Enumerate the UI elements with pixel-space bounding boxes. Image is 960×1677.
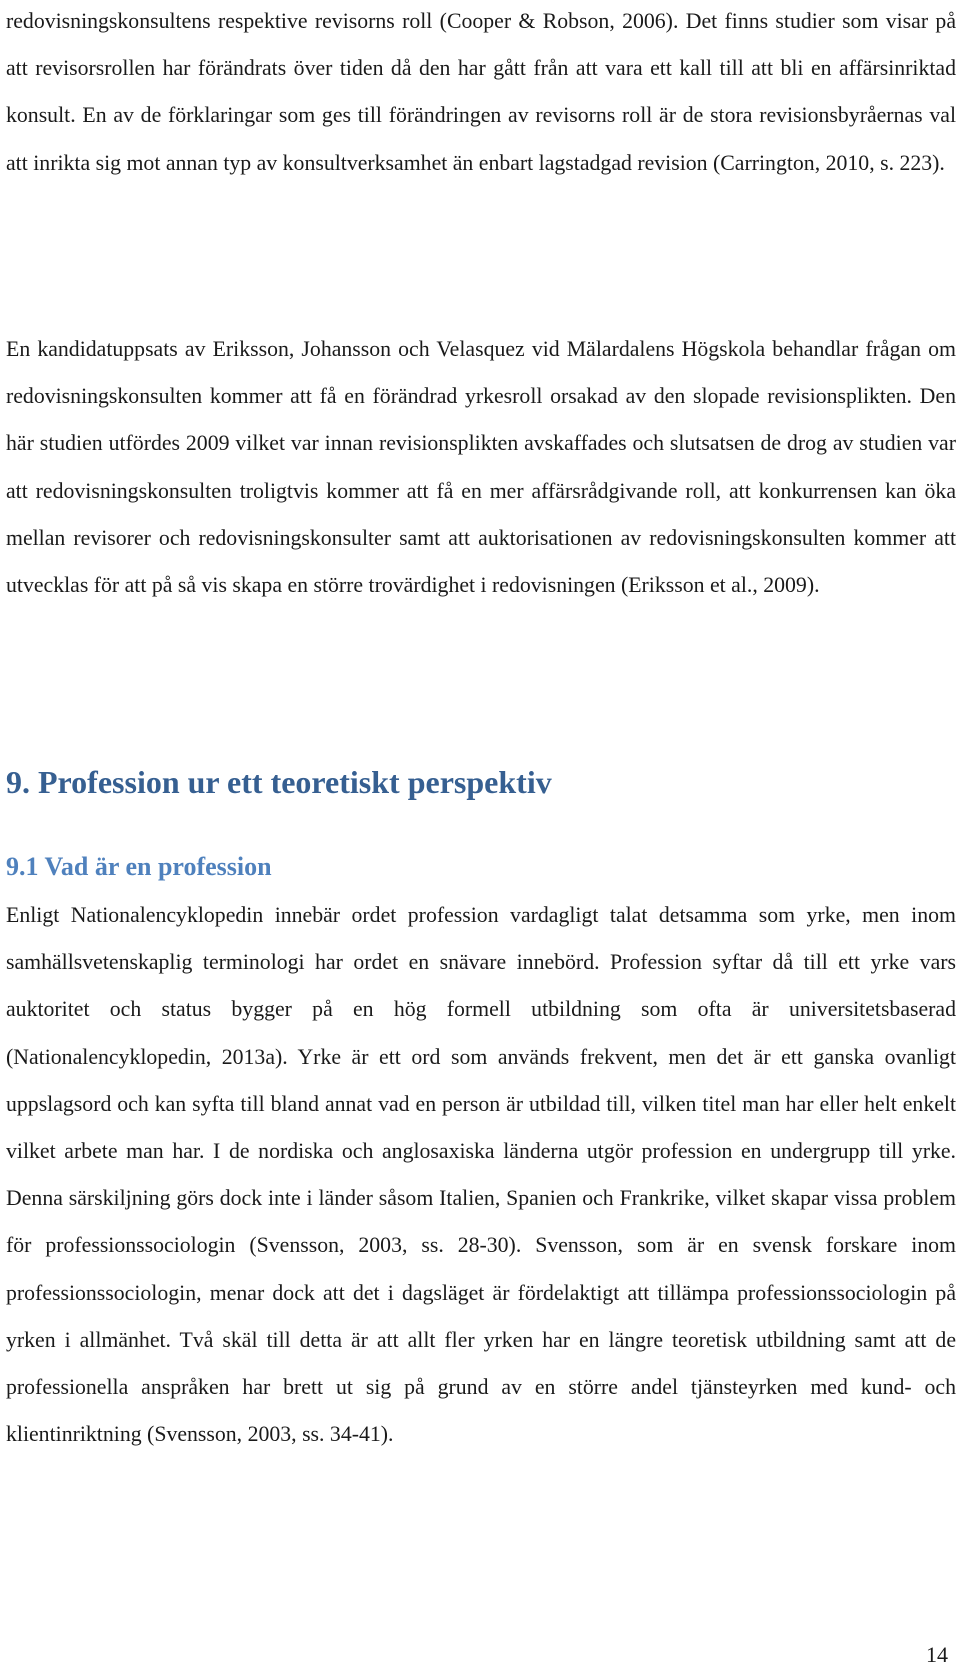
body-paragraph-kandidatuppsats: En kandidatuppsats av Eriksson, Johansson och Velasquez vid Mälardalens Högskola behandlar frågan om redovisningskonsulten kommer att få en förändrad yrkesroll orsakad av den slopade revisionsplikten. Den här studien utfördes 2009 vilket var innan revisionsplikten avskaffades och slutsatsen de drog av studien var att redovisningskonsulten troligtvis kommer att få en mer affärsrådgivande roll, att konkurrensen kan öka mellan revisorer och redovisningskonsulter samt att auktorisationen av redovisningskonsulten kommer att utvecklas för att på så vis skapa en större trovärdighet i redovisningen (Eriksson et al., 2009).: [6, 337, 956, 598]
body-paragraph-profession: Enligt Nationalencyklopedin innebär ordet profession vardagligt talat detsamma som yrke, men inom samhällsvetenskaplig terminologi har ordet en snävare innebörd. Profession syftar då till ett yrke vars auktoritet och status bygger på en hög formell utbildning som ofta är universitetsbaserad (Nationalencyklopedin, 2013a). Yrke är ett ord som används frekvent, men det är ett ganska ovanligt uppslagsord och kan syfta till bland annat vad en person är utbildad till, vilken titel man har eller helt enkelt vilket arbete man har. I de nordiska och anglosaxiska länderna utgör profession en undergrupp till yrke. Denna särskiljning görs dock inte i länder såsom Italien, Spanien och Frankrike, vilket skapar vissa problem för professionssociologin (Svensson, 2003, ss. 28-30). Svensson, som är en svensk forskare inom professionssociologin, menar dock att det i dagsläget är fördelaktigt att tillämpa professionssociologin på yrken i allmänhet. Två skäl till detta är att allt fler yrken har en längre teoretisk utbildning samt att de professionella anspråken har brett ut sig på grund av en större andel tjänsteyrken med kund- och klientinriktning (Svensson, 2003, ss. 34-41).: [6, 903, 956, 1447]
body-paragraph-revisor-role: redovisningskonsultens respektive revisorns roll (Cooper & Robson, 2006). Det finns studier som visar på att revisorsrollen har förändrats över tiden då den har gått från att vara ett kall till att bli en affärsinriktad konsult. En av de förklaringar som ges till förändringen av revisorns roll är de stora revisionsbyråernas val att inrikta sig mot annan typ av konsultverksamhet än enbart lagstadgad revision (Carrington, 2010, s. 223).: [6, 9, 956, 175]
subsection-heading: 9.1 Vad är en profession: [6, 852, 272, 881]
section-heading: 9. Profession ur ett teoretiskt perspektiv: [6, 764, 552, 800]
page-number: 14: [926, 1642, 948, 1667]
